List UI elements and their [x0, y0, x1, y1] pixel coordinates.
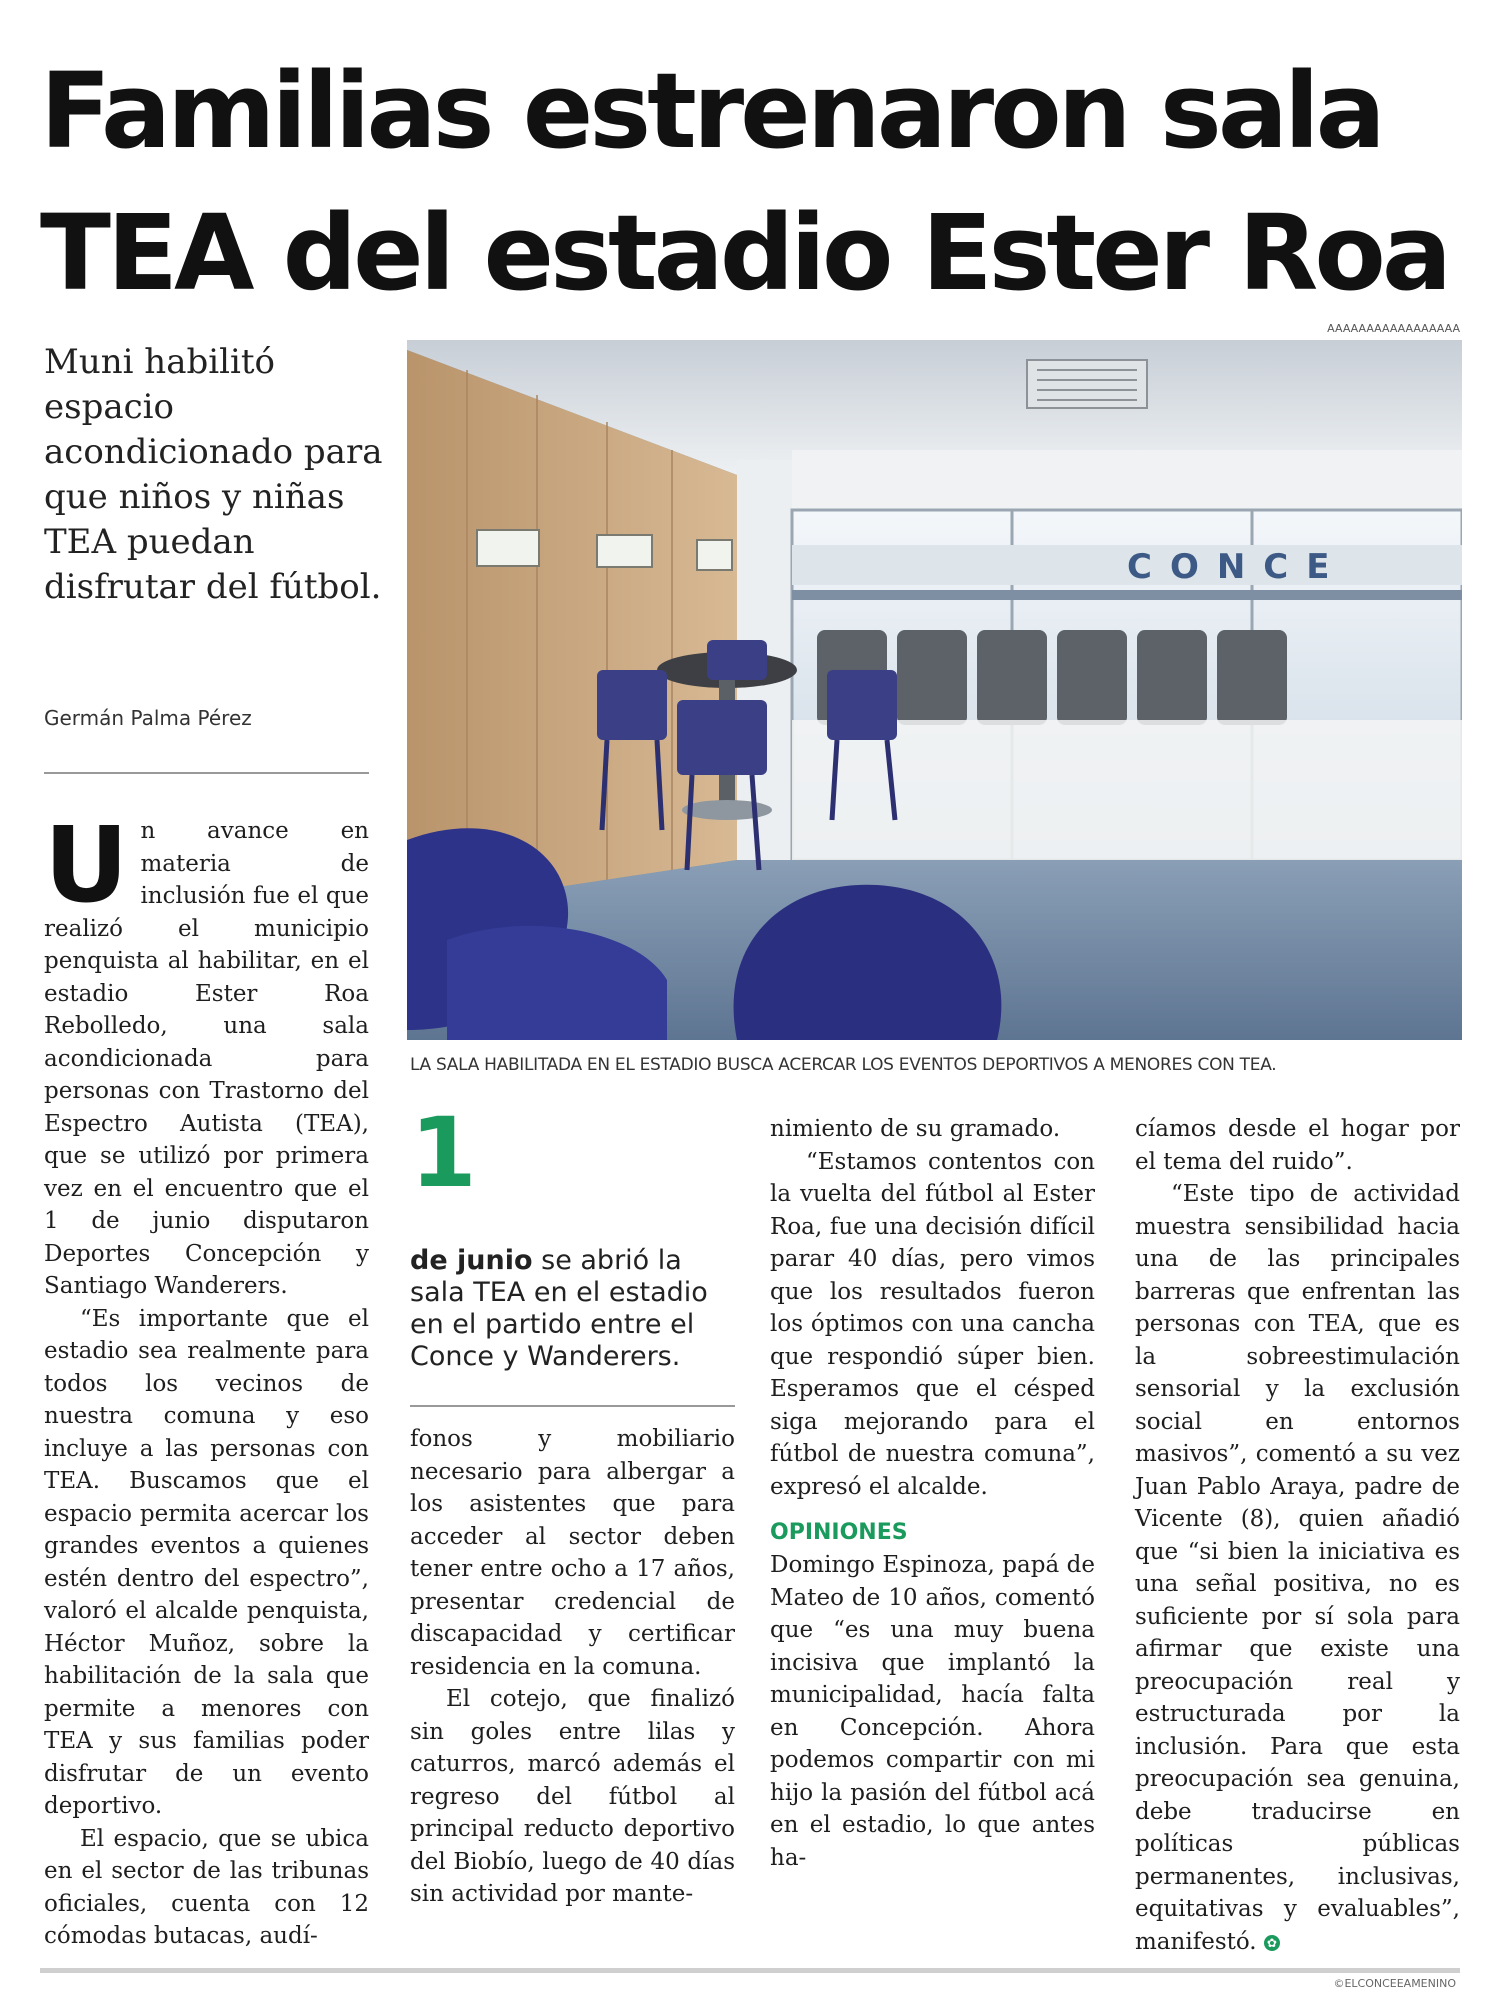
photo-sign-text: CONCE	[1127, 547, 1348, 587]
photo-caption: LA SALA HABILITADA EN EL ESTADIO BUSCA ACERCAR LOS EVENTOS DEPORTIVOS A MENORES CON TEA.	[410, 1055, 1277, 1075]
headline-line-2: TEA del estadio Ester Roa	[40, 192, 1448, 314]
col1-paragraph-2: “Es importante que el estadio sea realmente para todos los vecinos de nuestra comuna y eso incluye a las personas con TEA. Buscamos que el espacio permita acercar los grandes eventos a quienes estén dentro del espectro”, valoró el alcalde penquista, Héctor Muñoz, sobre la habilitación de la sala que permite a menores con TEA y sus familias poder disfrutar de un evento deportivo.	[44, 1305, 369, 1819]
byline-rule	[44, 772, 369, 774]
opiniones-subhead: OPINIONES	[770, 1520, 908, 1545]
col3-paragraph-2: “Estamos contentos con la vuelta del fútbol al Ester Roa, fue una decisión difícil parar 40 días, pero vimos que los resultados fueron los óptimos con una cancha que respondió súper bien. Esperamos que el césped siga mejorando para el fútbol de nuestra comuna”, expresó el alcalde.	[770, 1148, 1095, 1500]
column-1	[44, 804, 369, 1953]
article-photo	[407, 340, 1462, 1040]
col3-paragraph-1: nimiento de su gramado.	[770, 1116, 1061, 1142]
photo-credit: AAAAAAAAAAAAAAAAA	[1327, 322, 1460, 335]
col3-paragraph-3: Domingo Espinoza, papá de Mateo de 10 años, comentó que “es una muy buena incisiva que implantó la municipalidad, hacía falta en Concepción. Ahora podemos compartir con mi hijo la pasión del fútbol acá en el estadio, lo que antes ha-	[770, 1552, 1095, 1871]
footer-bar	[40, 1968, 1460, 1973]
dropcap: U	[44, 804, 129, 926]
col4-paragraph-1: cíamos desde el hogar por el tema del ruido”.	[1135, 1116, 1460, 1175]
col4-p2-text: “Este tipo de actividad muestra sensibilidad hacia una de las principales barreras que enfrentan las personas con TEA, que es la sobreestimulación sensorial y la exclusión social en entornos masivos”, comentó a su vez Juan Pablo Araya, padre de Vicente (8), quien añadió que “si bien la iniciativa es una señal positiva, no es suficiente por sí sola para afirmar que existe una preocupación real y estructurada por la inclusión. Para que esta preocupación sea genuina, debe traducirse en políticas públicas permanentes, inclusivas, equitativas y evaluables”, manifestó.	[1135, 1181, 1460, 1955]
stat-body: se abrió la sala TEA en el estadio en el partido entre el Conce y Wanderers.	[410, 1245, 708, 1372]
col2-paragraph-2: El cotejo, que finalizó sin goles entre lilas y caturros, marcó además el regreso del fútbol al principal reducto deportivo del Biobío, luego de 40 días sin actividad por mante-	[410, 1686, 735, 1907]
column-2	[410, 1423, 735, 1911]
col1-paragraph-1	[44, 804, 369, 1303]
footer-credit: ©ELCONCEEAMENINO	[1333, 1977, 1456, 1990]
deck: Muni habilitó espacio acondicionado para que niños y niñas TEA puedan disfrutar del fútbol.	[44, 342, 383, 607]
stat-rule	[410, 1405, 735, 1407]
column-3	[770, 1113, 1095, 1874]
headline-line-1: Familias estrenaron sala	[40, 50, 1382, 172]
byline: Germán Palma Pérez	[44, 706, 252, 730]
column-4	[1135, 1113, 1460, 1958]
stat-text	[410, 1245, 740, 1373]
stat-number: 1	[410, 1097, 477, 1209]
col4-paragraph-2	[1135, 1178, 1460, 1958]
col1-paragraph-3: El espacio, que se ubica en el sector de las tribunas oficiales, cuenta con 12 cómodas butacas, audí-	[44, 1825, 369, 1949]
col1-p1-text: n avance en materia de inclusión fue el que realizó el municipio penquista al habilitar, en el estadio Ester Roa Rebolledo, una sala acondicionada para personas con Trastorno del Espectro Autista (TEA), que se utilizó por primera vez en el encuentro que el 1 de junio disputaron Deportes Concepción y Santiago Wanderers.	[44, 818, 369, 1299]
end-mark-icon: ✿	[1264, 1935, 1280, 1951]
col2-paragraph-1: fonos y mobiliario necesario para albergar a los asistentes que para acceder al sector deben tener entre ocho a 17 años, presentar credencial de discapacidad y certificar residencia en la comuna.	[410, 1426, 735, 1680]
photo-illustration	[407, 340, 1462, 1040]
headline	[40, 40, 1460, 324]
stat-bold: de junio	[410, 1245, 533, 1276]
